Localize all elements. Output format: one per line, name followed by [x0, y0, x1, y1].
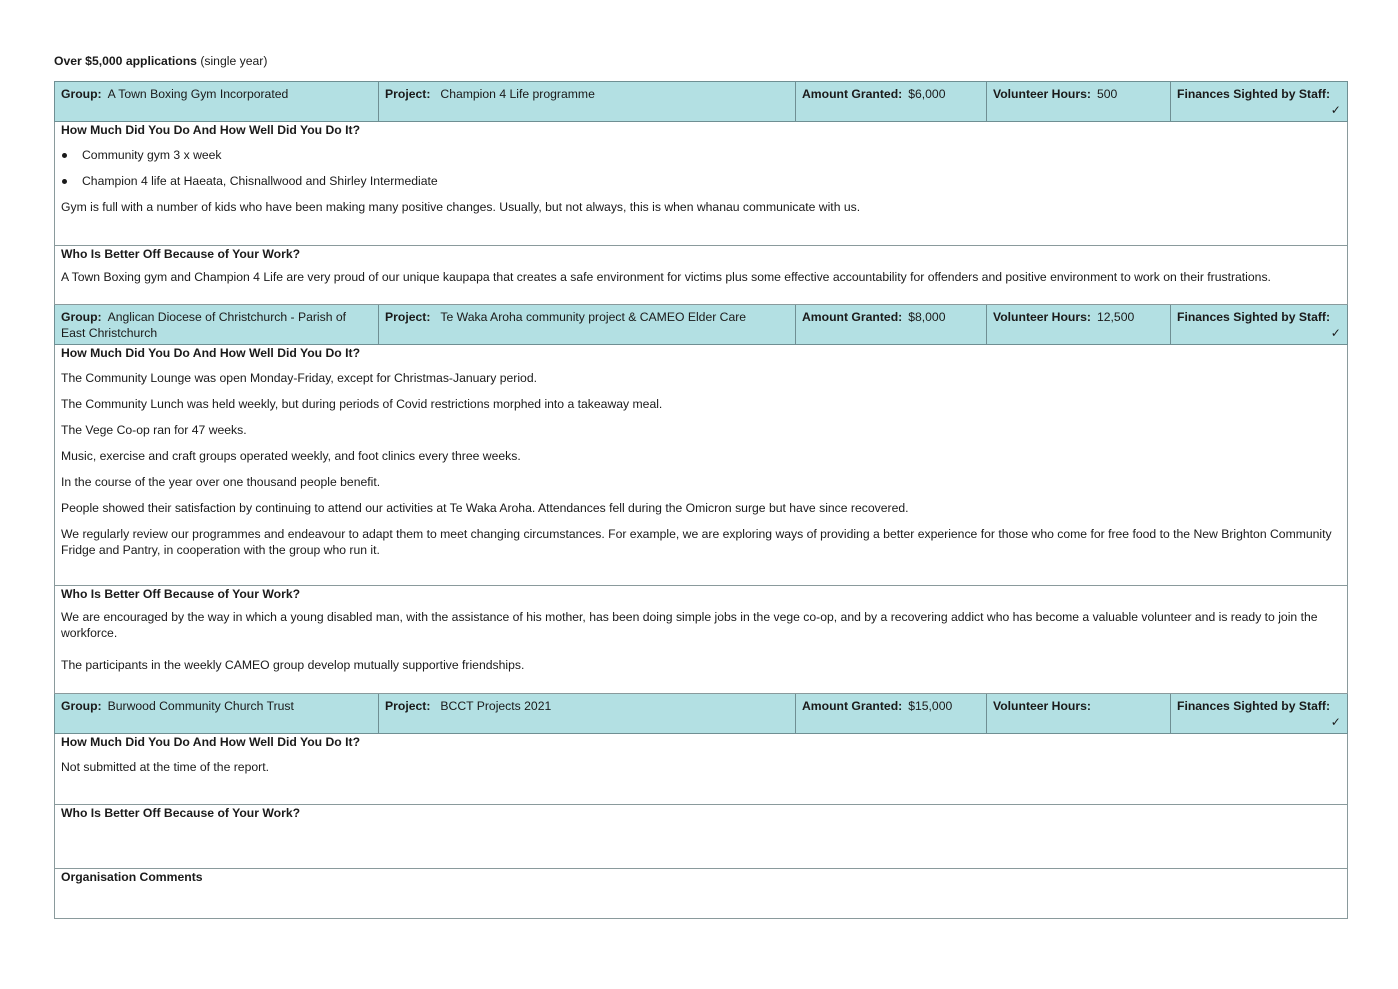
list-item: Champion 4 life at Haeata, Chisnallwood and Shirley Intermediate — [61, 173, 1341, 189]
volunteer-cell — [987, 305, 1171, 345]
amount-cell — [796, 694, 987, 734]
finances-label: Finances Sighted by Staff: — [1177, 699, 1331, 713]
paragraph: The Vege Co-op ran for 47 weeks. — [61, 423, 247, 437]
better-off-row — [55, 246, 1348, 305]
bullet-list — [61, 147, 1341, 189]
volunteer-value: 500 — [1096, 87, 1118, 101]
group-name: Anglican Diocese of Christchurch - Parish of East Christchurch — [61, 310, 347, 340]
project-cell — [379, 305, 796, 345]
paragraph: We regularly review our programmes and endeavour to adapt them to meet changing circumstances. For example, we are exploring ways of providing a better experience for those who come for free food to the New Brighton Community Fridge and Pantry, in cooperation with the group who run it. — [61, 527, 1332, 557]
amount-value: $15,000 — [908, 699, 953, 713]
amount-cell — [796, 82, 987, 122]
amount-value: $6,000 — [908, 87, 946, 101]
how-much-row — [55, 345, 1348, 586]
how-much-cell — [55, 734, 1348, 805]
grant-header-row — [55, 694, 1348, 734]
paragraph: In the course of the year over one thousand people benefit. — [61, 475, 381, 489]
better-off-title: Who Is Better Off Because of Your Work? — [61, 247, 301, 261]
paragraph: Not submitted at the time of the report. — [61, 760, 269, 774]
finances-cell — [1171, 694, 1348, 734]
group-name: Burwood Community Church Trust — [107, 699, 294, 713]
better-off-title: Who Is Better Off Because of Your Work? — [61, 806, 301, 820]
how-much-cell — [55, 345, 1348, 586]
org-comments-title: Organisation Comments — [61, 870, 203, 884]
check-icon: ✓ — [1330, 103, 1341, 117]
finances-cell — [1171, 82, 1348, 122]
how-much-row — [55, 122, 1348, 246]
volunteer-cell — [987, 694, 1171, 734]
how-much-title: How Much Did You Do And How Well Did You Do It? — [61, 123, 361, 137]
amount-value: $8,000 — [908, 310, 946, 324]
project-name: BCCT Projects 2021 — [440, 699, 552, 713]
amount-label: Amount Granted: — [802, 310, 903, 324]
project-cell — [379, 82, 796, 122]
better-off-row — [55, 586, 1348, 694]
amount-cell — [796, 305, 987, 345]
how-much-title: How Much Did You Do And How Well Did You Do It? — [61, 735, 361, 749]
finances-cell — [1171, 305, 1348, 345]
paragraph: A Town Boxing gym and Champion 4 Life are very proud of our unique kaupapa that creates a safe environment for victims plus some effective accountability for offenders and positive environment to work on their frustrations. — [61, 270, 1271, 284]
volunteer-label: Volunteer Hours: — [993, 310, 1091, 324]
better-off-cell — [55, 805, 1348, 869]
grants-table — [54, 81, 1348, 919]
volunteer-label: Volunteer Hours: — [993, 699, 1091, 713]
better-off-title: Who Is Better Off Because of Your Work? — [61, 587, 301, 601]
check-icon: ✓ — [1330, 715, 1341, 729]
paragraph: We are encouraged by the way in which a young disabled man, with the assistance of his mother, has been doing simple jobs in the vege co-op, and by a recovering addict who has become a valuable volunteer and is ready to join the workforce. — [61, 610, 1318, 640]
paragraph: Gym is full with a number of kids who have been making many positive changes. Usually, but not always, this is when whanau communicate with us. — [61, 200, 861, 214]
project-label: Project: — [385, 310, 431, 324]
section-heading — [54, 53, 267, 69]
project-label: Project: — [385, 699, 431, 713]
project-label: Project: — [385, 87, 431, 101]
grant-header-row — [55, 82, 1348, 122]
project-name: Te Waka Aroha community project & CAMEO Elder Care — [440, 310, 747, 324]
how-much-title: How Much Did You Do And How Well Did You Do It? — [61, 346, 361, 360]
group-label: Group: — [61, 699, 102, 713]
org-comments-row — [55, 869, 1348, 919]
check-icon: ✓ — [1330, 326, 1341, 340]
paragraph: People showed their satisfaction by continuing to attend our activities at Te Waka Aroha. Attendances fell during the Omicron surge but have since recovered. — [61, 501, 909, 515]
group-name: A Town Boxing Gym Incorporated — [107, 87, 289, 101]
group-cell — [55, 305, 379, 345]
group-cell — [55, 82, 379, 122]
better-off-cell — [55, 246, 1348, 305]
group-label: Group: — [61, 310, 102, 324]
group-label: Group: — [61, 87, 102, 101]
amount-label: Amount Granted: — [802, 699, 903, 713]
list-item: Community gym 3 x week — [61, 147, 1341, 163]
volunteer-value: 12,500 — [1096, 310, 1135, 324]
grant-header-row — [55, 305, 1348, 345]
how-much-cell — [55, 122, 1348, 246]
better-off-row — [55, 805, 1348, 869]
better-off-cell — [55, 586, 1348, 694]
finances-label: Finances Sighted by Staff: — [1177, 310, 1331, 324]
how-much-row — [55, 734, 1348, 805]
paragraph: Music, exercise and craft groups operated weekly, and foot clinics every three weeks. — [61, 449, 521, 463]
project-name: Champion 4 Life programme — [440, 87, 595, 101]
volunteer-cell — [987, 82, 1171, 122]
group-cell — [55, 694, 379, 734]
volunteer-label: Volunteer Hours: — [993, 87, 1091, 101]
paragraph: The Community Lunch was held weekly, but during periods of Covid restrictions morphed into a takeaway meal. — [61, 397, 663, 411]
paragraph: The participants in the weekly CAMEO group develop mutually supportive friendships. — [61, 658, 525, 672]
org-comments-cell — [55, 869, 1348, 919]
section-heading-rest: (single year) — [196, 54, 268, 68]
amount-label: Amount Granted: — [802, 87, 903, 101]
finances-label: Finances Sighted by Staff: — [1177, 87, 1331, 101]
project-cell — [379, 694, 796, 734]
paragraph: The Community Lounge was open Monday-Friday, except for Christmas-January period. — [61, 371, 537, 385]
section-heading-bold: Over $5,000 applications — [54, 54, 197, 68]
